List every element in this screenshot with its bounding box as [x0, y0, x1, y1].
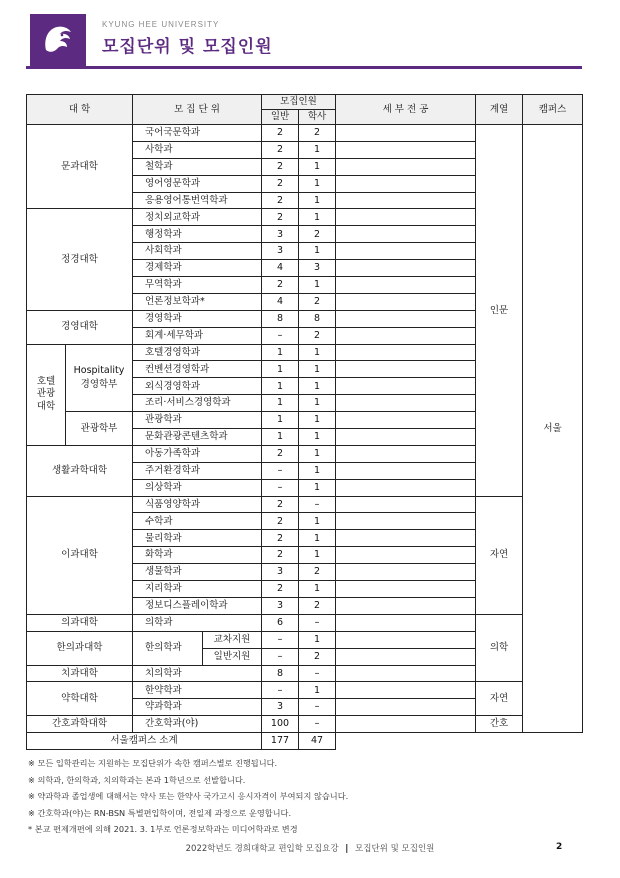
unit-cell: 컨벤션경영학과 — [133, 361, 262, 378]
major-cell — [336, 547, 476, 564]
major-cell — [336, 648, 476, 665]
general-cell: 1 — [262, 395, 299, 412]
general-cell: 2 — [262, 530, 299, 547]
total-label: 서울캠퍼스 소계 — [27, 733, 262, 750]
bachelor-cell: 1 — [299, 277, 336, 294]
footer-separator: | — [345, 844, 349, 854]
footer-section-title: 모집단위 및 모집인원 — [355, 844, 435, 854]
general-cell: 8 — [262, 665, 299, 682]
unit-cell: 언론정보학과* — [133, 293, 262, 310]
general-cell: 2 — [262, 158, 299, 175]
col-header-campus: 캠퍼스 — [523, 95, 583, 125]
college-cell: 정경대학 — [27, 209, 133, 310]
bachelor-cell: 2 — [299, 327, 336, 344]
unit-cell: 관광학과 — [133, 412, 262, 429]
general-cell: 3 — [262, 564, 299, 581]
major-cell — [336, 665, 476, 682]
major-cell — [336, 192, 476, 209]
general-cell: 2 — [262, 141, 299, 158]
bachelor-cell: 1 — [299, 243, 336, 260]
unit-cell: 응용영어통번역학과 — [133, 192, 262, 209]
college-cell: 간호과학대학 — [27, 716, 133, 733]
bachelor-cell: 1 — [299, 631, 336, 648]
major-cell — [336, 243, 476, 260]
unit-cell: 식품영양학과 — [133, 496, 262, 513]
table-row — [27, 716, 583, 733]
bachelor-cell: 1 — [299, 682, 336, 699]
unit-cell: 호텔경영학과 — [133, 344, 262, 361]
major-cell — [336, 395, 476, 412]
unit-cell: 철학과 — [133, 158, 262, 175]
general-cell: – — [262, 327, 299, 344]
col-header-college: 대 학 — [27, 95, 133, 125]
general-cell: 3 — [262, 597, 299, 614]
general-cell: – — [262, 462, 299, 479]
major-cell — [336, 378, 476, 395]
bachelor-cell: – — [299, 614, 336, 631]
general-cell: 2 — [262, 513, 299, 530]
general-cell: – — [262, 479, 299, 496]
college-cell: 한의과대학 — [27, 631, 133, 665]
header-divider — [26, 66, 582, 69]
unit-cell: 지리학과 — [133, 581, 262, 598]
bachelor-cell: – — [299, 665, 336, 682]
major-cell — [336, 513, 476, 530]
unit-cell: 사학과 — [133, 141, 262, 158]
major-cell — [336, 614, 476, 631]
general-cell: 6 — [262, 614, 299, 631]
bachelor-cell: 2 — [299, 648, 336, 665]
general-cell: 2 — [262, 581, 299, 598]
footnotes — [28, 755, 348, 838]
general-cell: 8 — [262, 310, 299, 327]
unit-cell: 한의학과 — [133, 631, 203, 665]
unit-cell: 경영학과 — [133, 310, 262, 327]
unit-cell: 정보디스플레이학과 — [133, 597, 262, 614]
major-cell — [336, 716, 476, 733]
unit-cell: 경제학과 — [133, 260, 262, 277]
unit-cell: 무역학과 — [133, 277, 262, 294]
general-cell: – — [262, 631, 299, 648]
col-header-bachelor: 학사 — [299, 110, 336, 125]
footnote: ※ 약과학과 졸업생에 대해서는 약사 또는 한약사 국가고시 응시자격이 부여되지 않습니다. — [28, 791, 349, 802]
col-header-quota: 모집인원 — [262, 95, 336, 110]
page-number: 2 — [556, 842, 563, 852]
major-cell — [336, 344, 476, 361]
major-cell — [336, 209, 476, 226]
field-cell: 자연 — [476, 682, 523, 716]
col-header-field: 계열 — [476, 95, 523, 125]
unit-cell: 사회학과 — [133, 243, 262, 260]
unit-cell: 물리학과 — [133, 530, 262, 547]
bachelor-cell: 1 — [299, 513, 336, 530]
bachelor-cell: 2 — [299, 293, 336, 310]
table-row — [27, 496, 583, 513]
campus-cell: 서울 — [523, 125, 583, 733]
major-cell — [336, 125, 476, 142]
bachelor-cell: 1 — [299, 445, 336, 462]
col-header-major: 세 부 전 공 — [336, 95, 476, 125]
bachelor-cell: 3 — [299, 260, 336, 277]
bachelor-cell: 2 — [299, 125, 336, 142]
bachelor-cell: 2 — [299, 597, 336, 614]
major-cell — [336, 327, 476, 344]
unit-cell: 의상학과 — [133, 479, 262, 496]
general-cell: 4 — [262, 293, 299, 310]
division-cell: Hospitality 경영학부 — [66, 344, 133, 412]
major-cell — [336, 462, 476, 479]
unit-cell: 주거환경학과 — [133, 462, 262, 479]
general-cell: 2 — [262, 496, 299, 513]
university-name: KYUNG HEE UNIVERSITY — [102, 20, 220, 29]
college-cell: 치과대학 — [27, 665, 133, 682]
footnote: ※ 모든 입학관리는 지원하는 모집단위가 속한 캠퍼스별로 진행됩니다. — [28, 758, 278, 768]
unit-cell: 약과학과 — [133, 699, 262, 716]
major-cell — [336, 361, 476, 378]
general-cell: 100 — [262, 716, 299, 733]
footnote: ※ 의학과, 한의학과, 치의학과는 본과 1학년으로 선발합니다. — [28, 774, 246, 785]
division-cell: 관광학부 — [66, 412, 133, 446]
major-cell — [336, 293, 476, 310]
unit-cell: 아동가족학과 — [133, 445, 262, 462]
college-cell: 이과대학 — [27, 496, 133, 614]
bachelor-cell: 1 — [299, 158, 336, 175]
university-logo — [30, 14, 86, 66]
general-cell: 3 — [262, 699, 299, 716]
college-cell: 의과대학 — [27, 614, 133, 631]
bachelor-cell: 1 — [299, 530, 336, 547]
major-cell — [336, 445, 476, 462]
footnote: * 본교 편제개편에 의해 2021. 3. 1부로 언론정보학과는 미디어학과로 변경 — [28, 824, 298, 835]
major-cell — [336, 158, 476, 175]
major-cell — [336, 412, 476, 429]
unit-cell: 화학과 — [133, 547, 262, 564]
general-cell: 3 — [262, 226, 299, 243]
page-title: 모집단위 및 모집인원 — [102, 37, 273, 57]
bachelor-cell: 1 — [299, 344, 336, 361]
college-cell: 호텔 관광 대학 — [27, 344, 66, 445]
bachelor-cell: 1 — [299, 429, 336, 446]
bachelor-cell: 1 — [299, 479, 336, 496]
major-cell — [336, 699, 476, 716]
bachelor-cell: 2 — [299, 226, 336, 243]
sub-unit-cell: 일반지원 — [203, 648, 262, 665]
general-cell: 2 — [262, 547, 299, 564]
major-cell — [336, 141, 476, 158]
general-cell: 2 — [262, 277, 299, 294]
bachelor-cell: 2 — [299, 564, 336, 581]
unit-cell: 의학과 — [133, 614, 262, 631]
bachelor-cell: 1 — [299, 581, 336, 598]
table-row — [27, 125, 583, 142]
col-header-general: 일반 — [262, 110, 299, 125]
field-cell: 자연 — [476, 496, 523, 614]
major-cell — [336, 226, 476, 243]
major-cell — [336, 175, 476, 192]
major-cell — [336, 581, 476, 598]
major-cell — [336, 496, 476, 513]
empty-cell — [336, 733, 583, 750]
college-cell: 문과대학 — [27, 125, 133, 209]
page-footer — [0, 842, 620, 854]
field-cell: 간호 — [476, 716, 523, 733]
unit-cell: 회계·세무학과 — [133, 327, 262, 344]
major-cell — [336, 631, 476, 648]
general-cell: 2 — [262, 192, 299, 209]
total-general: 177 — [262, 733, 299, 750]
total-bachelor: 47 — [299, 733, 336, 750]
field-cell: 인문 — [476, 125, 523, 497]
major-cell — [336, 597, 476, 614]
bachelor-cell: 1 — [299, 412, 336, 429]
bachelor-cell: 1 — [299, 141, 336, 158]
unit-cell: 치의학과 — [133, 665, 262, 682]
general-cell: 2 — [262, 445, 299, 462]
table-row — [27, 614, 583, 631]
bachelor-cell: – — [299, 716, 336, 733]
general-cell: 1 — [262, 378, 299, 395]
bachelor-cell: – — [299, 699, 336, 716]
bachelor-cell: 1 — [299, 209, 336, 226]
general-cell: 3 — [262, 243, 299, 260]
major-cell — [336, 530, 476, 547]
major-cell — [336, 429, 476, 446]
college-cell: 생활과학대학 — [27, 445, 133, 496]
bachelor-cell: 1 — [299, 462, 336, 479]
unit-cell: 생물학과 — [133, 564, 262, 581]
bachelor-cell: 1 — [299, 378, 336, 395]
bachelor-cell: 1 — [299, 395, 336, 412]
general-cell: 1 — [262, 412, 299, 429]
general-cell: 2 — [262, 125, 299, 142]
general-cell: – — [262, 648, 299, 665]
admission-quota-table — [26, 94, 583, 750]
major-cell — [336, 479, 476, 496]
general-cell: 1 — [262, 344, 299, 361]
general-cell: – — [262, 682, 299, 699]
unit-cell: 문화관광콘텐츠학과 — [133, 429, 262, 446]
bachelor-cell: 1 — [299, 547, 336, 564]
college-cell: 약학대학 — [27, 682, 133, 716]
unit-cell: 영어영문학과 — [133, 175, 262, 192]
general-cell: 2 — [262, 209, 299, 226]
major-cell — [336, 260, 476, 277]
general-cell: 4 — [262, 260, 299, 277]
major-cell — [336, 310, 476, 327]
bachelor-cell: – — [299, 496, 336, 513]
footer-guide-title: 2022학년도 경희대학교 편입학 모집요강 — [185, 844, 339, 854]
unit-cell: 한약학과 — [133, 682, 262, 699]
unit-cell: 행정학과 — [133, 226, 262, 243]
footnote: ※ 간호학과(야)는 RN-BSN 특별편입학이며, 전일제 과정으로 운영합니다. — [28, 807, 292, 818]
bachelor-cell: 8 — [299, 310, 336, 327]
bachelor-cell: 1 — [299, 175, 336, 192]
general-cell: 1 — [262, 429, 299, 446]
college-cell: 경영대학 — [27, 310, 133, 344]
unit-cell: 간호학과(야) — [133, 716, 262, 733]
major-cell — [336, 277, 476, 294]
unit-cell: 수학과 — [133, 513, 262, 530]
bachelor-cell: 1 — [299, 192, 336, 209]
total-row — [27, 733, 583, 750]
sub-unit-cell: 교차지원 — [203, 631, 262, 648]
unit-cell: 국어국문학과 — [133, 125, 262, 142]
unit-cell: 조리·서비스경영학과 — [133, 395, 262, 412]
lion-icon — [38, 20, 78, 60]
general-cell: 1 — [262, 361, 299, 378]
unit-cell: 정치외교학과 — [133, 209, 262, 226]
bachelor-cell: 1 — [299, 361, 336, 378]
general-cell: 2 — [262, 175, 299, 192]
major-cell — [336, 564, 476, 581]
major-cell — [336, 682, 476, 699]
table-row — [27, 682, 583, 699]
col-header-unit: 모 집 단 위 — [133, 95, 262, 125]
field-cell: 의학 — [476, 614, 523, 682]
unit-cell: 외식경영학과 — [133, 378, 262, 395]
